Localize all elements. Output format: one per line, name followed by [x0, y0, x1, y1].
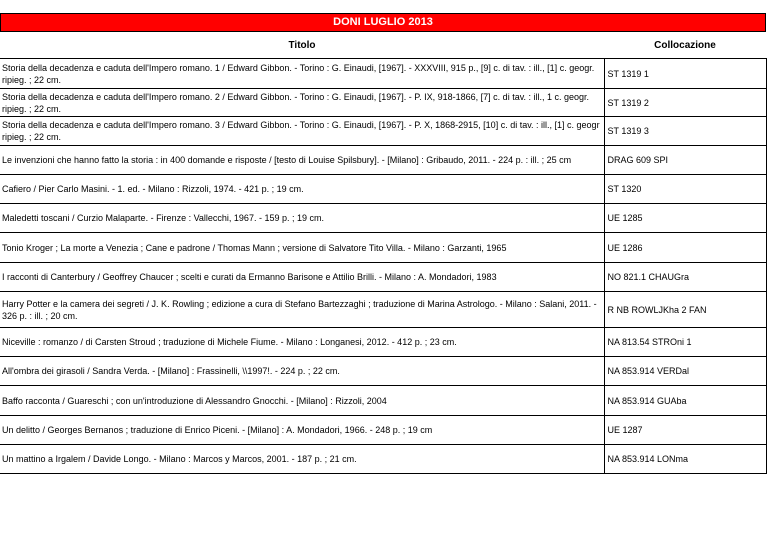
record-title-cell: Le invenzioni che hanno fatto la storia : in 400 domande e risposte / [testo di Louise Spilsbury]. - [Milano] : Gribaudo, 2011. - 224 p. : ill. ; 25 cm: [0, 146, 604, 175]
table-row: [0, 89, 766, 117]
table-row: [0, 445, 766, 474]
table-row: [0, 204, 766, 233]
record-collocazione-cell: DRAG 609 SPI: [604, 146, 766, 175]
record-collocazione-cell: ST 1319 1: [604, 59, 766, 89]
record-title-cell: Storia della decadenza e caduta dell'Impero romano. 3 / Edward Gibbon. - Torino : G. Einaudi, [1967]. - P. X, 1868-2915, [10] c. di tav. : ill., [1] c. geogr ripieg. ; 22 cm.: [0, 117, 604, 146]
record-collocazione-cell: NA 853.914 GUAba: [604, 386, 766, 416]
record-title-cell: All'ombra dei girasoli / Sandra Verda. - [Milano] : Frassinelli, \\1997!. - 224 p. ; 22 cm.: [0, 357, 604, 386]
record-collocazione-cell: UE 1287: [604, 416, 766, 445]
table-row: [0, 292, 766, 328]
table-row: [0, 175, 766, 204]
record-collocazione-cell: UE 1286: [604, 233, 766, 263]
column-header-collocazione: Collocazione: [654, 39, 716, 51]
record-collocazione-cell: NA 813.54 STROni 1: [604, 328, 766, 357]
donations-table: [0, 32, 767, 474]
table-row: [0, 328, 766, 357]
record-collocazione-cell: ST 1319 2: [604, 89, 766, 117]
sheet-banner-title: DONI LUGLIO 2013: [0, 13, 766, 32]
record-collocazione-cell: NA 853.914 VERDal: [604, 357, 766, 386]
table-row: [0, 233, 766, 263]
record-title-cell: Maledetti toscani / Curzio Malaparte. - Firenze : Vallecchi, 1967. - 159 p. ; 19 cm.: [0, 204, 604, 233]
record-collocazione-cell: NA 853.914 LONma: [604, 445, 766, 474]
table-row: [0, 59, 766, 89]
header-row: [0, 32, 766, 59]
record-collocazione-cell: UE 1285: [604, 204, 766, 233]
record-title-cell: Un delitto / Georges Bernanos ; traduzione di Enrico Piceni. - [Milano] : A. Mondadori, 1966. - 248 p. ; 19 cm: [0, 416, 604, 445]
record-collocazione-cell: ST 1320: [604, 175, 766, 204]
table-row: [0, 263, 766, 292]
table-row: [0, 357, 766, 386]
record-title-cell: Storia della decadenza e caduta dell'Impero romano. 1 / Edward Gibbon. - Torino : G. Einaudi, [1967]. - XXXVIII, 915 p., [9] c. di tav. : ill., [1] c. geogr. ripieg. ; 22 cm.: [0, 59, 604, 89]
record-title-cell: Un mattino a Irgalem / Davide Longo. - Milano : Marcos y Marcos, 2001. - 187 p. ; 21 cm.: [0, 445, 604, 474]
record-collocazione-cell: ST 1319 3: [604, 117, 766, 146]
record-title-cell: Harry Potter e la camera dei segreti / J. K. Rowling ; edizione a cura di Stefano Bartezzaghi ; traduzione di Marina Astrologo. - Milano : Salani, 2011. - 326 p. : ill. ; 20 cm.: [0, 292, 604, 328]
table-row: [0, 386, 766, 416]
record-collocazione-cell: NO 821.1 CHAUGra: [604, 263, 766, 292]
record-collocazione-cell: R NB ROWLJKha 2 FAN: [604, 292, 766, 328]
table-row: [0, 416, 766, 445]
record-title-cell: Tonio Kroger ; La morte a Venezia ; Cane e padrone / Thomas Mann ; versione di Salvatore Tito Villa. - Milano : Garzanti, 1965: [0, 233, 604, 263]
column-header-titolo: Titolo: [288, 39, 316, 51]
record-title-cell: Cafiero / Pier Carlo Masini. - 1. ed. - Milano : Rizzoli, 1974. - 421 p. ; 19 cm.: [0, 175, 604, 204]
table-row: [0, 146, 766, 175]
record-title-cell: Storia della decadenza e caduta dell'Impero romano. 2 / Edward Gibbon. - Torino : G. Einaudi, [1967]. - P. IX, 918-1866, [7] c. di tav. : ill., 1 c. geogr. ripieg. ; 22 cm.: [0, 89, 604, 117]
record-title-cell: I racconti di Canterbury / Geoffrey Chaucer ; scelti e curati da Ermanno Barisone e Attilio Brilli. - Milano : A. Mondadori, 1983: [0, 263, 604, 292]
record-title-cell: Baffo racconta / Guareschi ; con un'introduzione di Alessandro Gnocchi. - [Milano] : Rizzoli, 2004: [0, 386, 604, 416]
record-title-cell: Niceville : romanzo / di Carsten Stroud ; traduzione di Michele Fiume. - Milano : Longanesi, 2012. - 412 p. ; 23 cm.: [0, 328, 604, 357]
table-row: [0, 117, 766, 146]
